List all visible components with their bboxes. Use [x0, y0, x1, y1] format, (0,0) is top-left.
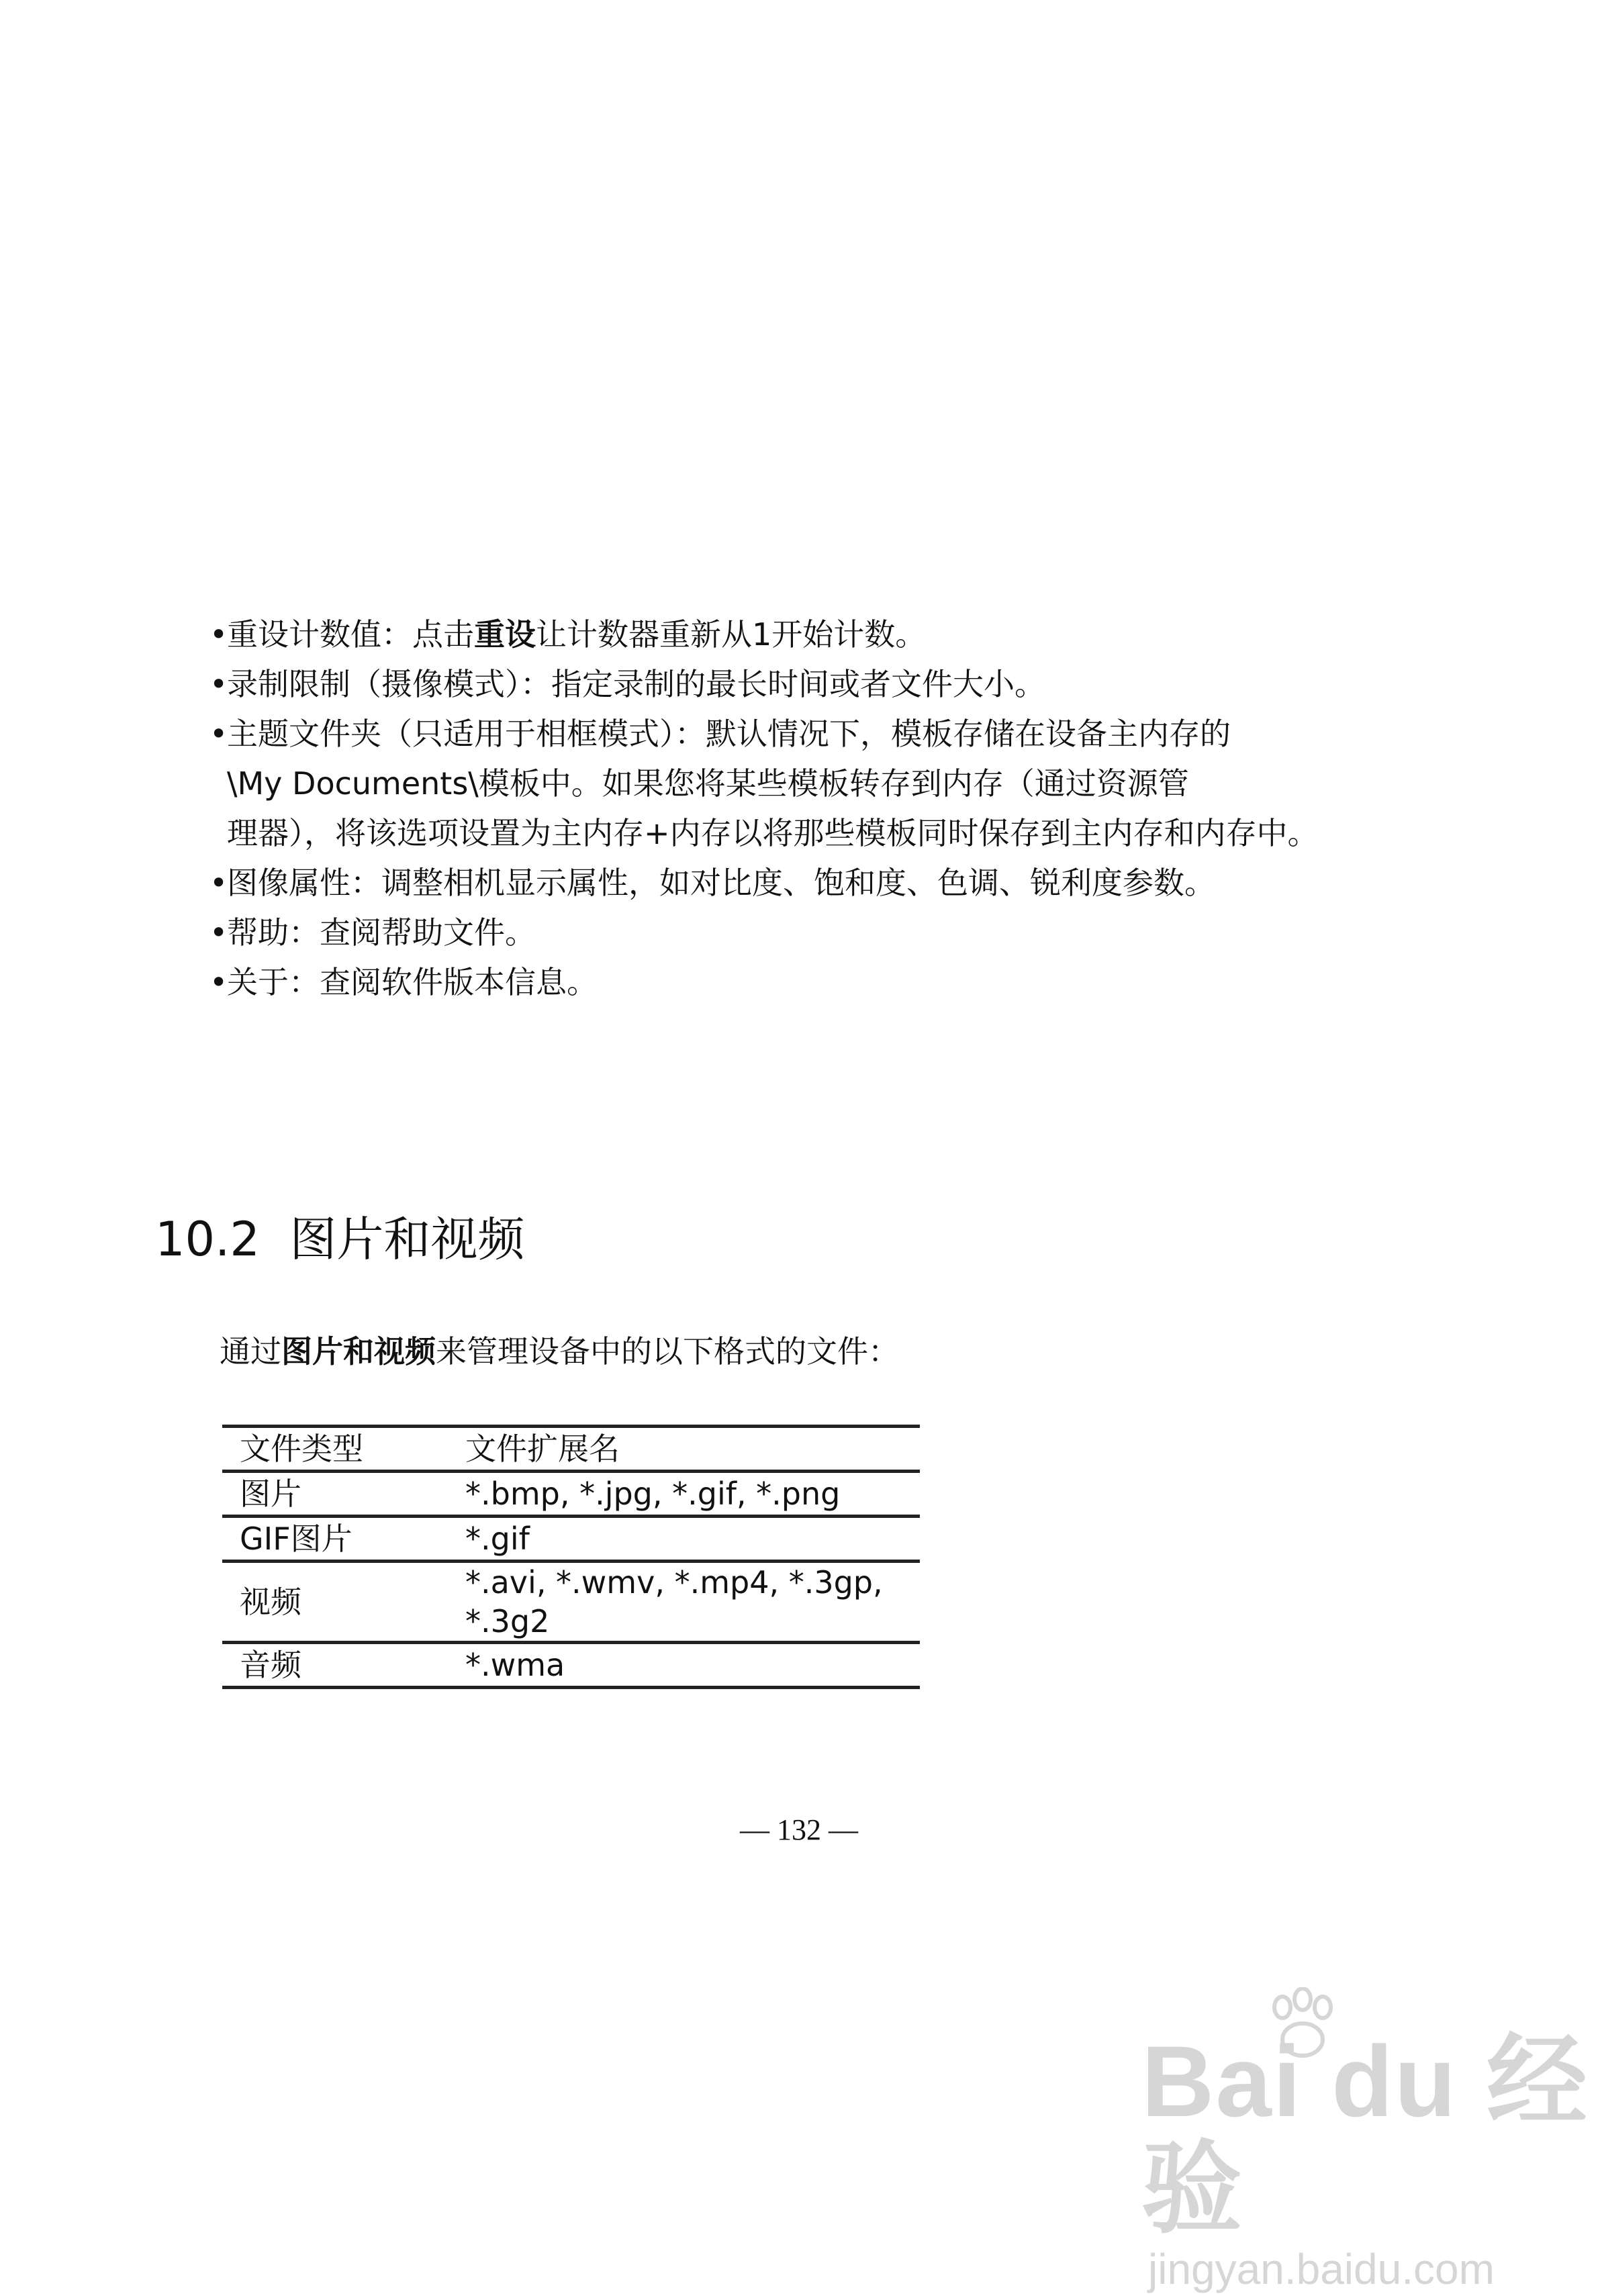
item-text: 关于：查阅软件版本信息。: [227, 964, 598, 1000]
item-text: \My Documents\模板中。如果您将某些模板转存到内存（通过资源管: [227, 765, 1189, 802]
intro-text: 来管理设备中的以下格式的文件：: [436, 1333, 899, 1370]
item-text: 让计数器重新从1开始计数。: [536, 616, 927, 653]
item-text: 录制限制（摄像模式）：指定录制的最长时间或者文件大小。: [227, 666, 1045, 702]
list-item: [209, 709, 1319, 858]
list-item: [209, 858, 1319, 908]
option-list: [209, 610, 1319, 1007]
table-row: [222, 1517, 920, 1562]
item-text: • 主题文件夹（只适用于相框模式）：默认情况下，模板存储在设备主内存的: [227, 716, 1231, 752]
header-file-extension: 文件扩展名: [448, 1427, 920, 1472]
section-heading: 10.2 图片和视频: [155, 1212, 525, 1267]
cell-type: 图片: [222, 1472, 448, 1517]
cell-extension: *.bmp, *.jpg, *.gif, *.png: [448, 1472, 920, 1517]
table-row: [222, 1472, 920, 1517]
list-item: [209, 957, 1319, 1007]
list-item: [209, 659, 1319, 709]
item-text: 重设计数值：点击: [227, 616, 474, 653]
baidu-watermark: [1141, 2027, 1598, 2296]
table-header-row: [222, 1427, 920, 1472]
bold-term: 图片和视频: [281, 1333, 436, 1370]
cell-type: 视频: [222, 1562, 448, 1643]
list-item: [209, 908, 1319, 957]
cell-type: 音频: [222, 1643, 448, 1688]
header-file-type: 文件类型: [222, 1427, 448, 1472]
list-item: [209, 610, 1319, 659]
item-text: 帮助：查阅帮助文件。: [227, 914, 536, 951]
intro-paragraph: [220, 1329, 899, 1374]
table-row: [222, 1562, 920, 1643]
cell-extension: *.avi, *.wmv, *.mp4, *.3gp, *.3g2: [448, 1562, 920, 1643]
bold-term: 重设: [474, 616, 536, 653]
page-number: — 132 —: [740, 1813, 858, 1846]
cell-extension: *.wma: [448, 1643, 920, 1688]
intro-text: 通过: [220, 1333, 281, 1370]
watermark-brand: Bai du 经验: [1141, 2025, 1589, 2245]
paw-icon: [1262, 1987, 1343, 2061]
cell-type: GIF图片: [222, 1517, 448, 1562]
watermark-url: jingyan.baidu.com: [1148, 2245, 1495, 2293]
table-row: [222, 1643, 920, 1688]
item-text: 图像属性：调整相机显示属性，如对比度、饱和度、色调、锐利度参数。: [227, 865, 1215, 901]
file-format-table: [222, 1425, 920, 1689]
cell-extension: *.gif: [448, 1517, 920, 1562]
item-text: 理器），将该选项设置为主内存+内存以将那些模板同时保存到主内存和内存中。: [227, 815, 1319, 851]
